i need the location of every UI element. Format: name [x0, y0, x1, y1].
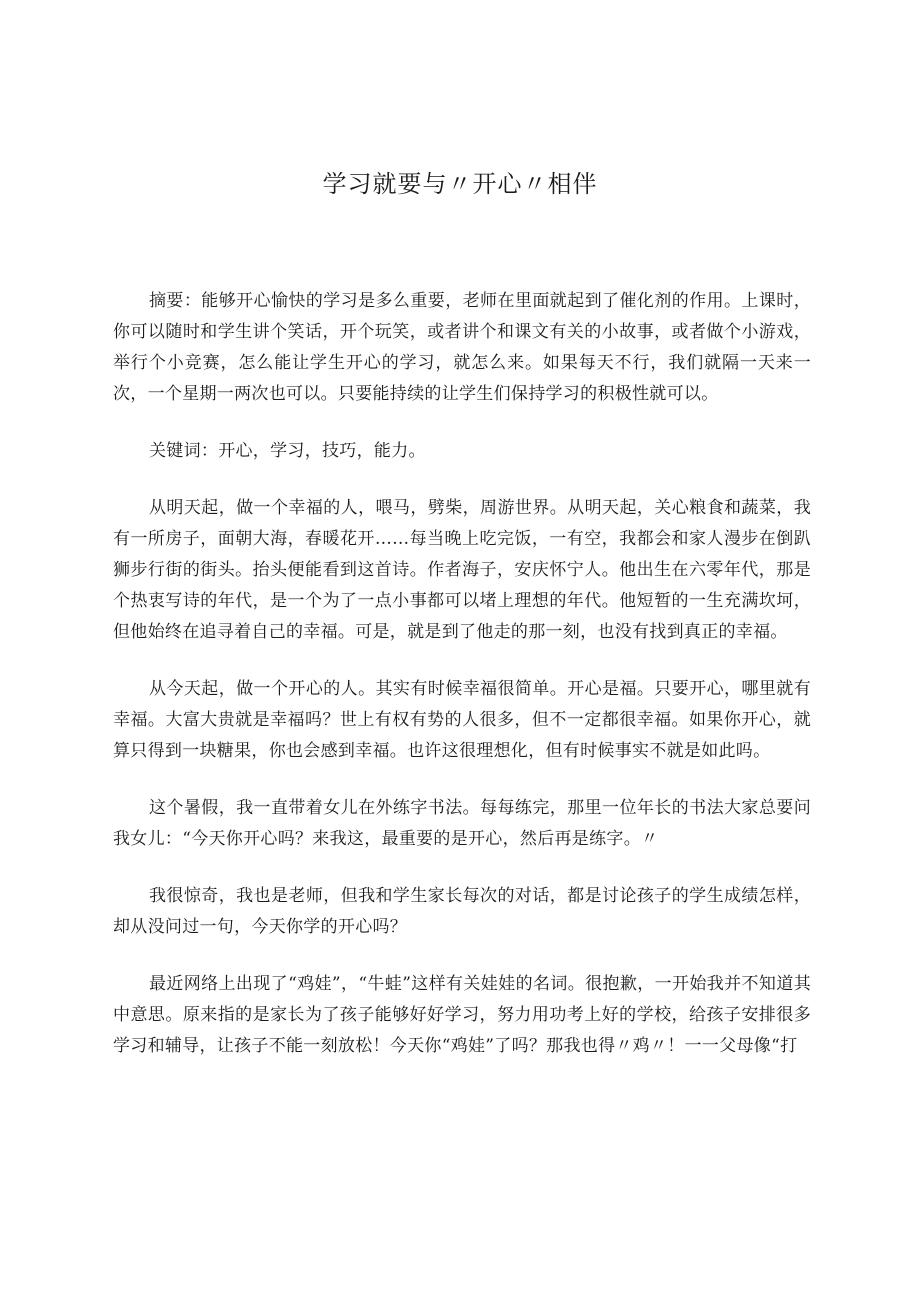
abstract-paragraph: 摘要：能够开心愉快的学习是多么重要，老师在里面就起到了催化剂的作用。上课时，你可以随时和学生讲个笑话，开个玩笑，或者讲个和课文有关的小故事，或者做个小游戏，举行个小竞赛，怎么能让学生开心的学习，就怎么来。如果每天不行，我们就隔一天来一次，一个星期一两次也可以。只要能持续的让学生们保持学习的积极性就可以。: [113, 291, 811, 404]
document-body: [113, 286, 811, 1088]
body-paragraph: 从今天起，做一个开心的人。其实有时候幸福很简单。开心是福。只要开心，哪里就有幸福。大富大贵就是幸福吗？世上有权有势的人很多，但不一定都很幸福。如果你开心，就算只得到一块糖果，你也会感到幸福。也许这很理想化，但有时候事实不就是如此吗。: [113, 679, 811, 761]
page-title: 学习就要与〃开心〃相伴: [322, 170, 598, 198]
keywords-paragraph: 关键词：开心，学习，技巧，能力。: [149, 441, 426, 461]
body-paragraph: 我很惊奇，我也是老师，但我和学生家长每次的对话，都是讨论孩子的学生成绩怎样，却从没问过一句，今天你学的开心吗？: [113, 886, 811, 937]
body-paragraph: 这个暑假，我一直带着女儿在外练字书法。每每练完，那里一位年长的书法大家总要问我女儿：“今天你开心吗？来我这，最重要的是开心，然后再是练字。〃: [113, 798, 811, 849]
body-paragraph: 最近网络上出现了“鸡娃”，“牛蛙”这样有关娃娃的名词。很抱歉，一开始我并不知道其中意思。原来指的是家长为了孩子能够好好学习，努力用功考上好的学校，给孩子安排很多学习和辅导，让孩子不能一刻放松！今天你“鸡娃”了吗？那我也得〃鸡〃！一一父母像“打: [113, 974, 811, 1056]
body-paragraph: 从明天起，做一个幸福的人，喂马，劈柴，周游世界。从明天起，关心粮食和蔬菜，我有一所房子，面朝大海，春暖花开……每当晚上吃完饭，一有空，我都会和家人漫步在倒趴狮步行街的街头。抬头便能看到这首诗。作者海子，安庆怀宁人。他出生在六零年代，那是个热衷写诗的年代，是一个为了一点小事都可以堵上理想的年代。他短暂的一生充满坎坷，但他始终在追寻着自己的幸福。可是，就是到了他走的那一刻，也没有找到真正的幸福。: [113, 498, 811, 642]
